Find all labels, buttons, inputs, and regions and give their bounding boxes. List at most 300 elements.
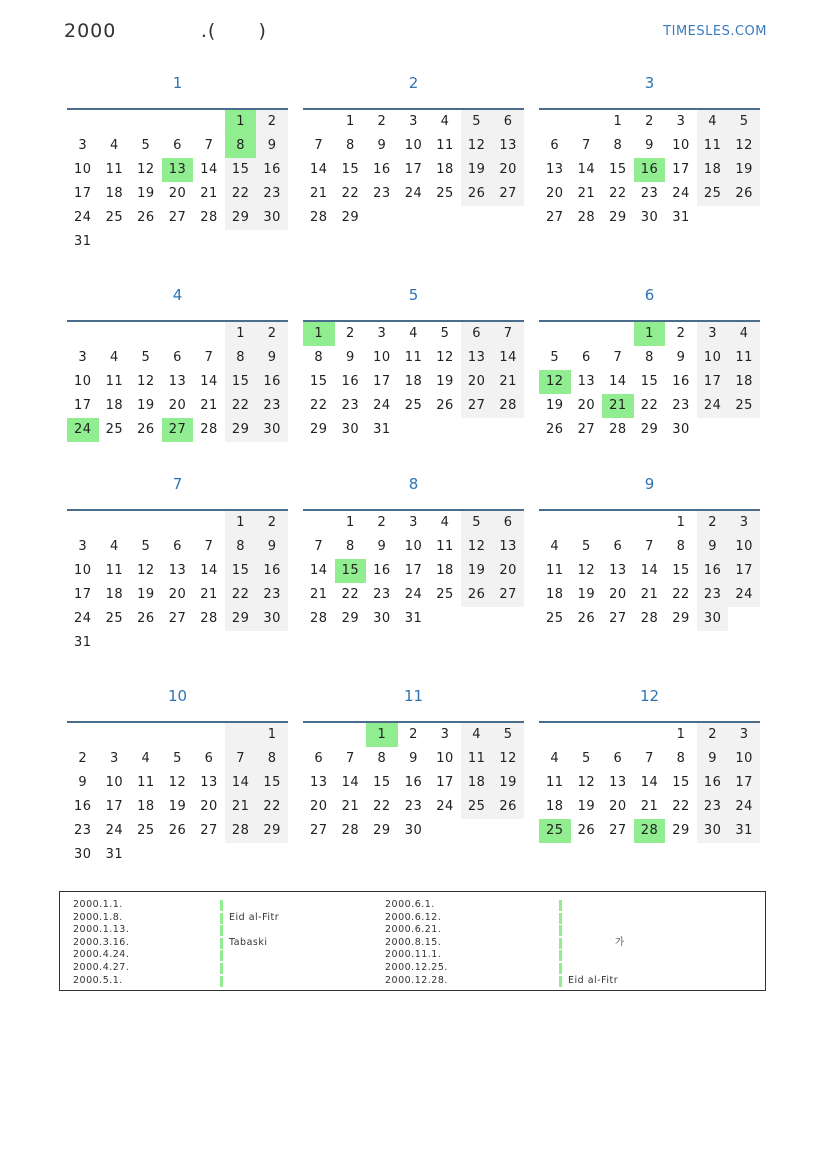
month-grid: [303, 721, 524, 843]
day-cell: 15: [341, 162, 360, 177]
day-cell: 6: [204, 751, 214, 766]
empty-cell: [130, 723, 162, 747]
day-cell: 8: [676, 539, 686, 554]
day-cell: 1: [225, 511, 257, 535]
day-cell: 26: [546, 422, 564, 437]
day-cell: 5: [461, 110, 493, 134]
day-cell: 8: [645, 350, 654, 365]
month-12: [539, 687, 760, 843]
day-cell: 19: [168, 799, 187, 814]
day-cell: 24: [728, 795, 760, 819]
day-cell: 15: [225, 559, 257, 583]
empty-cell: [571, 322, 603, 346]
day-cell: 16: [256, 370, 288, 394]
day-cell: 3: [728, 511, 760, 535]
day-cell: 11: [728, 346, 760, 370]
day-cell: 12: [461, 134, 493, 158]
day-cell: 4: [461, 723, 493, 747]
day-cell: 10: [404, 539, 423, 554]
legend-date: 2000.4.27.: [73, 961, 130, 973]
day-cell: 24: [404, 587, 423, 602]
legend-date: 2000.3.16.: [73, 936, 130, 948]
day-cell: 12: [539, 370, 571, 394]
day-cell: 18: [404, 374, 423, 389]
day-cell: 6: [492, 110, 524, 134]
day-cell: 1: [676, 515, 686, 530]
day-cell: 11: [105, 563, 124, 578]
empty-cell: [193, 511, 225, 535]
empty-cell: [130, 322, 162, 346]
legend-date: 2000.6.12.: [385, 911, 442, 923]
day-cell: 14: [200, 162, 218, 177]
day-cell: 1: [613, 114, 623, 129]
day-cell: 27: [546, 210, 564, 225]
empty-cell: [539, 511, 571, 535]
day-cell: 21: [640, 587, 659, 602]
day-cell: 8: [377, 751, 387, 766]
day-cell: 28: [200, 210, 218, 225]
day-cell: 19: [492, 771, 524, 795]
day-cell: 5: [550, 350, 560, 365]
empty-cell: [571, 511, 603, 535]
day-cell: 14: [225, 771, 257, 795]
legend-holiday-name: Tabaski: [229, 936, 268, 948]
day-cell: 29: [341, 210, 360, 225]
month-grid: [67, 509, 288, 655]
day-cell: 24: [436, 799, 454, 814]
day-cell: 16: [341, 374, 360, 389]
day-cell: 19: [577, 587, 596, 602]
day-cell: 8: [345, 138, 355, 153]
day-cell: 28: [577, 210, 596, 225]
day-cell: 24: [672, 186, 690, 201]
day-cell: 6: [613, 539, 623, 554]
day-cell: 12: [492, 747, 524, 771]
empty-cell: [162, 723, 194, 747]
day-cell: 5: [141, 138, 151, 153]
day-cell: 11: [546, 563, 564, 578]
day-cell: 2: [697, 723, 729, 747]
day-cell: 9: [676, 350, 686, 365]
day-cell: 9: [377, 539, 387, 554]
day-cell: 14: [200, 563, 218, 578]
day-cell: 30: [373, 611, 391, 626]
day-cell: 28: [609, 422, 627, 437]
day-cell: 22: [225, 583, 257, 607]
day-cell: 27: [162, 418, 194, 442]
day-cell: 22: [672, 799, 690, 814]
empty-cell: [67, 511, 99, 535]
legend-item: [73, 949, 403, 962]
day-cell: 3: [409, 114, 418, 129]
day-cell: 30: [256, 418, 288, 442]
day-cell: 13: [461, 346, 493, 370]
holiday-color-marker: [559, 976, 562, 987]
day-cell: 25: [436, 186, 454, 201]
day-cell: 9: [256, 346, 288, 370]
empty-cell: [99, 322, 131, 346]
day-cell: 26: [168, 823, 187, 838]
day-cell: 21: [492, 370, 524, 394]
day-cell: 17: [436, 775, 454, 790]
legend-date: 2000.6.1.: [385, 899, 435, 910]
empty-cell: [539, 322, 571, 346]
day-cell: 29: [225, 418, 257, 442]
day-cell: 23: [697, 795, 729, 819]
empty-cell: [162, 322, 194, 346]
day-cell: 8: [225, 535, 257, 559]
day-cell: 13: [200, 775, 218, 790]
day-cell: 24: [697, 394, 729, 418]
day-cell: 20: [492, 559, 524, 583]
day-cell: 11: [461, 747, 493, 771]
day-cell: 11: [105, 162, 124, 177]
day-cell: 8: [225, 134, 257, 158]
day-cell: 31: [672, 210, 690, 225]
day-cell: 12: [728, 134, 760, 158]
day-cell: 22: [310, 398, 328, 413]
day-cell: 5: [461, 511, 493, 535]
day-cell: 29: [640, 422, 659, 437]
day-cell: 25: [546, 611, 564, 626]
day-cell: 7: [345, 751, 355, 766]
day-cell: 15: [225, 370, 257, 394]
day-cell: 27: [461, 394, 493, 418]
day-cell: 2: [256, 322, 288, 346]
day-cell: 9: [256, 134, 288, 158]
month-grid: [303, 108, 524, 230]
day-cell: 3: [728, 723, 760, 747]
day-cell: 20: [609, 799, 627, 814]
day-cell: 5: [141, 350, 151, 365]
empty-cell: [602, 511, 634, 535]
day-cell: 17: [373, 374, 391, 389]
day-cell: 10: [74, 374, 92, 389]
day-cell: 5: [440, 326, 450, 341]
legend-item: [73, 912, 403, 925]
day-cell: 22: [256, 795, 288, 819]
month-title: 4: [172, 286, 183, 304]
day-cell: 2: [256, 511, 288, 535]
legend-item: [385, 962, 715, 975]
empty-cell: [634, 723, 666, 747]
holiday-color-marker: [220, 925, 223, 936]
day-cell: 14: [640, 563, 659, 578]
day-cell: 26: [461, 182, 493, 206]
day-cell: 23: [256, 583, 288, 607]
day-cell: 20: [461, 370, 493, 394]
day-cell: 10: [373, 350, 391, 365]
legend-holiday-name: Eid al-Fitr: [568, 974, 619, 986]
day-cell: 11: [105, 374, 124, 389]
day-cell: 17: [728, 771, 760, 795]
day-cell: 7: [613, 350, 623, 365]
day-cell: 16: [697, 771, 729, 795]
day-cell: 22: [672, 587, 690, 602]
day-cell: 3: [109, 751, 119, 766]
legend-date: 2000.1.1.: [73, 899, 123, 910]
day-cell: 12: [436, 350, 454, 365]
day-cell: 17: [404, 162, 423, 177]
day-cell: 18: [461, 771, 493, 795]
empty-cell: [303, 110, 335, 134]
day-cell: 14: [609, 374, 627, 389]
legend-item: [385, 912, 715, 925]
day-cell: 7: [492, 322, 524, 346]
day-cell: 19: [137, 186, 155, 201]
day-cell: 26: [728, 182, 760, 206]
day-cell: 13: [546, 162, 564, 177]
day-cell: 21: [225, 795, 257, 819]
month-5: [303, 286, 524, 442]
day-cell: 6: [581, 350, 591, 365]
day-cell: 7: [645, 539, 654, 554]
day-cell: 14: [310, 162, 328, 177]
day-cell: 6: [314, 751, 324, 766]
day-cell: 26: [577, 611, 596, 626]
day-cell: 11: [404, 350, 423, 365]
holiday-legend: [59, 891, 766, 991]
day-cell: 29: [672, 823, 690, 838]
day-cell: 16: [404, 775, 423, 790]
day-cell: 25: [105, 422, 124, 437]
day-cell: 22: [373, 799, 391, 814]
day-cell: 21: [200, 186, 218, 201]
month-grid: [539, 108, 760, 230]
day-cell: 4: [141, 751, 151, 766]
day-cell: 4: [550, 539, 560, 554]
day-cell: 20: [546, 186, 564, 201]
day-cell: 19: [546, 398, 564, 413]
day-cell: 26: [436, 398, 454, 413]
day-cell: 14: [310, 563, 328, 578]
day-cell: 1: [225, 110, 257, 134]
day-cell: 6: [461, 322, 493, 346]
day-cell: 11: [546, 775, 564, 790]
day-cell: 10: [105, 775, 124, 790]
day-cell: 10: [697, 346, 729, 370]
month-8: [303, 475, 524, 631]
day-cell: 19: [461, 559, 493, 583]
day-cell: 31: [728, 819, 760, 843]
day-cell: 13: [577, 374, 596, 389]
month-4: [67, 286, 288, 442]
day-cell: 16: [373, 162, 391, 177]
day-cell: 13: [609, 563, 627, 578]
day-cell: 13: [492, 535, 524, 559]
day-cell: 9: [409, 751, 418, 766]
day-cell: 25: [404, 398, 423, 413]
day-cell: 26: [137, 611, 155, 626]
day-cell: 3: [697, 322, 729, 346]
day-cell: 28: [492, 394, 524, 418]
day-cell: 21: [577, 186, 596, 201]
day-cell: 17: [74, 186, 92, 201]
legend-item: [73, 975, 403, 988]
month-title: 2: [408, 74, 419, 92]
day-cell: 7: [581, 138, 591, 153]
legend-item: [73, 899, 403, 912]
day-cell: 23: [640, 186, 659, 201]
day-cell: 28: [310, 210, 328, 225]
holiday-color-marker: [220, 976, 223, 987]
day-cell: 13: [310, 775, 328, 790]
day-cell: 2: [676, 326, 686, 341]
day-cell: 26: [577, 823, 596, 838]
day-cell: 20: [168, 186, 187, 201]
day-cell: 5: [581, 539, 591, 554]
day-cell: 13: [492, 134, 524, 158]
day-cell: 27: [492, 182, 524, 206]
day-cell: 12: [137, 374, 155, 389]
day-cell: 27: [168, 210, 187, 225]
day-cell: 25: [137, 823, 155, 838]
day-cell: 24: [74, 611, 92, 626]
holiday-color-marker: [220, 950, 223, 961]
day-cell: 17: [672, 162, 690, 177]
day-cell: 12: [137, 162, 155, 177]
month-title: 10: [167, 687, 188, 705]
empty-cell: [539, 723, 571, 747]
legend-item: [73, 962, 403, 975]
day-cell: 21: [341, 799, 360, 814]
day-cell: 27: [310, 823, 328, 838]
day-cell: 23: [74, 823, 92, 838]
empty-cell: [67, 110, 99, 134]
day-cell: 13: [168, 563, 187, 578]
day-cell: 18: [105, 587, 124, 602]
day-cell: 15: [256, 771, 288, 795]
day-cell: 19: [137, 587, 155, 602]
empty-cell: [193, 322, 225, 346]
day-cell: 7: [645, 751, 654, 766]
day-cell: 15: [672, 775, 690, 790]
day-cell: 20: [168, 398, 187, 413]
legend-column-left: [73, 899, 403, 987]
day-cell: 23: [373, 186, 391, 201]
legend-item: [73, 937, 403, 950]
day-cell: 12: [577, 563, 596, 578]
day-cell: 18: [546, 587, 564, 602]
empty-cell: [67, 322, 99, 346]
day-cell: 10: [436, 751, 454, 766]
day-cell: 3: [676, 114, 686, 129]
legend-item: [385, 937, 715, 950]
empty-cell: [193, 723, 225, 747]
day-cell: 1: [634, 322, 666, 346]
month-title: 6: [644, 286, 655, 304]
legend-date: 2000.6.21.: [385, 924, 442, 936]
holiday-color-marker: [220, 963, 223, 974]
day-cell: 22: [225, 394, 257, 418]
day-cell: 31: [74, 234, 92, 249]
day-cell: 4: [550, 751, 560, 766]
day-cell: 21: [310, 587, 328, 602]
day-cell: 17: [728, 559, 760, 583]
day-cell: 24: [728, 583, 760, 607]
day-cell: 27: [609, 611, 627, 626]
day-cell: 22: [341, 186, 360, 201]
day-cell: 10: [728, 535, 760, 559]
day-cell: 22: [640, 398, 659, 413]
day-cell: 20: [310, 799, 328, 814]
day-cell: 5: [728, 110, 760, 134]
legend-date: 2000.1.13.: [73, 924, 130, 936]
day-cell: 30: [404, 823, 423, 838]
day-cell: 20: [200, 799, 218, 814]
day-cell: 21: [200, 398, 218, 413]
day-cell: 21: [602, 394, 634, 418]
day-cell: 14: [577, 162, 596, 177]
month-title: 1: [172, 74, 183, 92]
day-cell: 31: [373, 422, 391, 437]
empty-cell: [303, 511, 335, 535]
day-cell: 27: [577, 422, 596, 437]
legend-date: 2000.4.24.: [73, 949, 130, 961]
empty-cell: [162, 511, 194, 535]
day-cell: 26: [461, 583, 493, 607]
day-cell: 23: [404, 799, 423, 814]
empty-cell: [571, 723, 603, 747]
day-cell: 3: [78, 539, 88, 554]
day-cell: 21: [640, 799, 659, 814]
day-cell: 23: [697, 583, 729, 607]
month-9: [539, 475, 760, 631]
month-title: 5: [408, 286, 419, 304]
day-cell: 23: [341, 398, 360, 413]
day-cell: 11: [436, 138, 454, 153]
day-cell: 24: [404, 186, 423, 201]
day-cell: 9: [256, 535, 288, 559]
legend-item: [73, 924, 403, 937]
site-logo[interactable]: TIMESLES.COM: [663, 24, 767, 39]
day-cell: 25: [728, 394, 760, 418]
day-cell: 24: [105, 823, 124, 838]
day-cell: 8: [256, 747, 288, 771]
day-cell: 4: [109, 138, 119, 153]
day-cell: 2: [377, 114, 387, 129]
day-cell: 7: [314, 138, 324, 153]
day-cell: 3: [377, 326, 387, 341]
day-cell: 12: [577, 775, 596, 790]
empty-cell: [303, 723, 335, 747]
day-cell: 19: [577, 799, 596, 814]
day-cell: 25: [105, 611, 124, 626]
day-cell: 10: [404, 138, 423, 153]
day-cell: 18: [546, 799, 564, 814]
day-cell: 30: [256, 607, 288, 631]
legend-item: [385, 975, 715, 988]
day-cell: 7: [204, 138, 214, 153]
legend-column-right: [385, 899, 715, 987]
day-cell: 20: [609, 587, 627, 602]
legend-date: 2000.12.28.: [385, 974, 448, 986]
page-title: 2000 .( ): [64, 20, 267, 42]
day-cell: 6: [613, 751, 623, 766]
day-cell: 1: [345, 114, 355, 129]
day-cell: 27: [492, 583, 524, 607]
day-cell: 22: [341, 587, 360, 602]
day-cell: 28: [341, 823, 360, 838]
month-3: [539, 74, 760, 230]
day-cell: 29: [225, 206, 257, 230]
day-cell: 28: [200, 611, 218, 626]
empty-cell: [602, 723, 634, 747]
month-title: 3: [644, 74, 655, 92]
day-cell: 28: [634, 819, 666, 843]
day-cell: 15: [335, 559, 367, 583]
day-cell: 15: [373, 775, 391, 790]
